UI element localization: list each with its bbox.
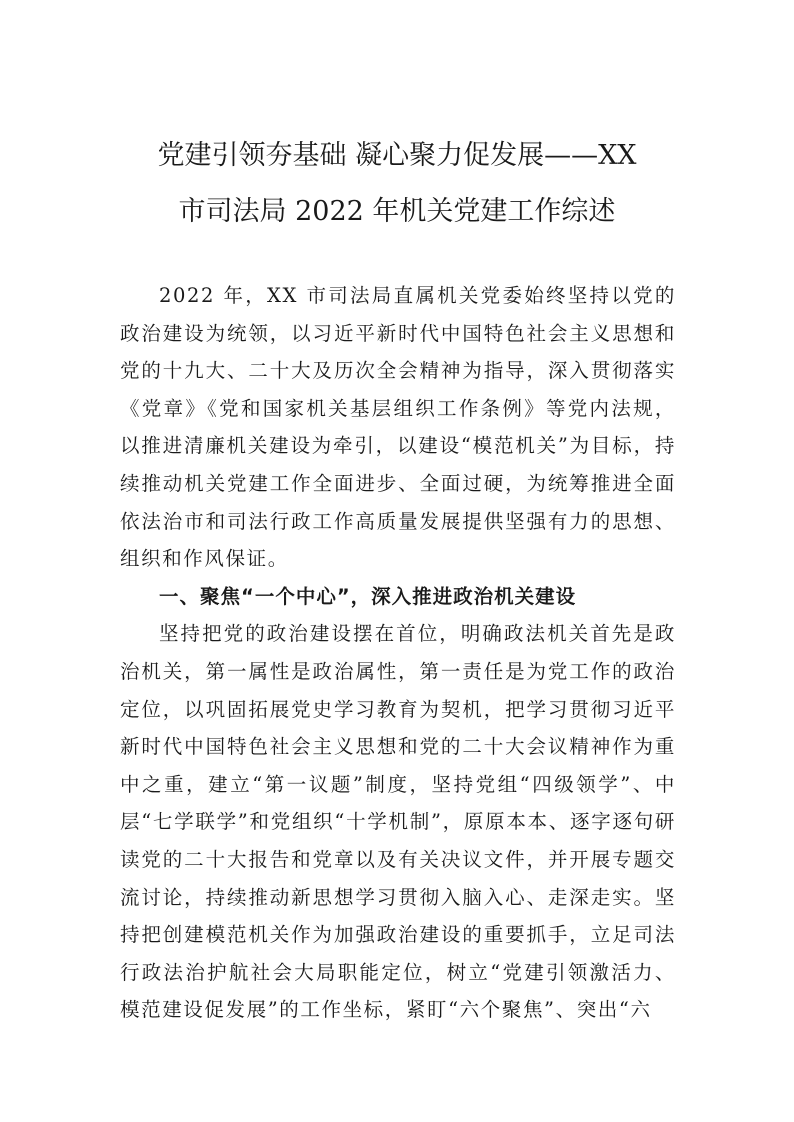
paragraph-section-1: 坚持把党的政治建设摆在首位，明确政法机关首先是政治机关，第一属性是政治属性，第一责任是为党工作的政治定位，以巩固拓展党史学习教育为契机，把学习贯彻习近平新时代中国特色社会主义思想和党的二十大会议精神作为重中之重，建立“第一议题”制度，坚持党组“四级领学”、中层“七学联学”和党组织“十学机制”，原原本本、逐字逐句研读党的二十大报告和党章以及有关决议文件，并开展专题交流讨论，持续推动新思想学习贯彻入脑入心、走深走实。坚持把创建模范机关作为加强政治建设的重要抓手，立足司法行政法治护航社会大局职能定位，树立“党建引领激活力、模范建设促发展”的工作坐标，紧盯“六个聚焦”、突出“六 [120, 622, 676, 1022]
section-heading-1: 一、聚焦“一个中心”，深入推进政治机关建设 [159, 584, 577, 608]
title-line-2: 市司法局 2022 年机关党建工作综述 [178, 196, 616, 227]
document-body [120, 277, 676, 1029]
title-line-1: 党建引领夯基础 凝心聚力促发展——XX [157, 140, 637, 171]
document-title [110, 128, 684, 240]
paragraph-intro: 2022 年，XX 市司法局直属机关党委始终坚持以党的政治建设为统领，以习近平新时代中国特色社会主义思想和党的十九大、二十大及历次全会精神为指导，深入贯彻落实《党章》《党和国家机关基层组织工作条例》等党内法规，以推进清廉机关建设为牵引，以建设“模范机关”为目标，持续推动机关党建工作全面进步、全面过硬，为统筹推进全面依法治市和司法行政工作高质量发展提供坚强有力的思想、组织和作风保证。 [120, 284, 676, 571]
